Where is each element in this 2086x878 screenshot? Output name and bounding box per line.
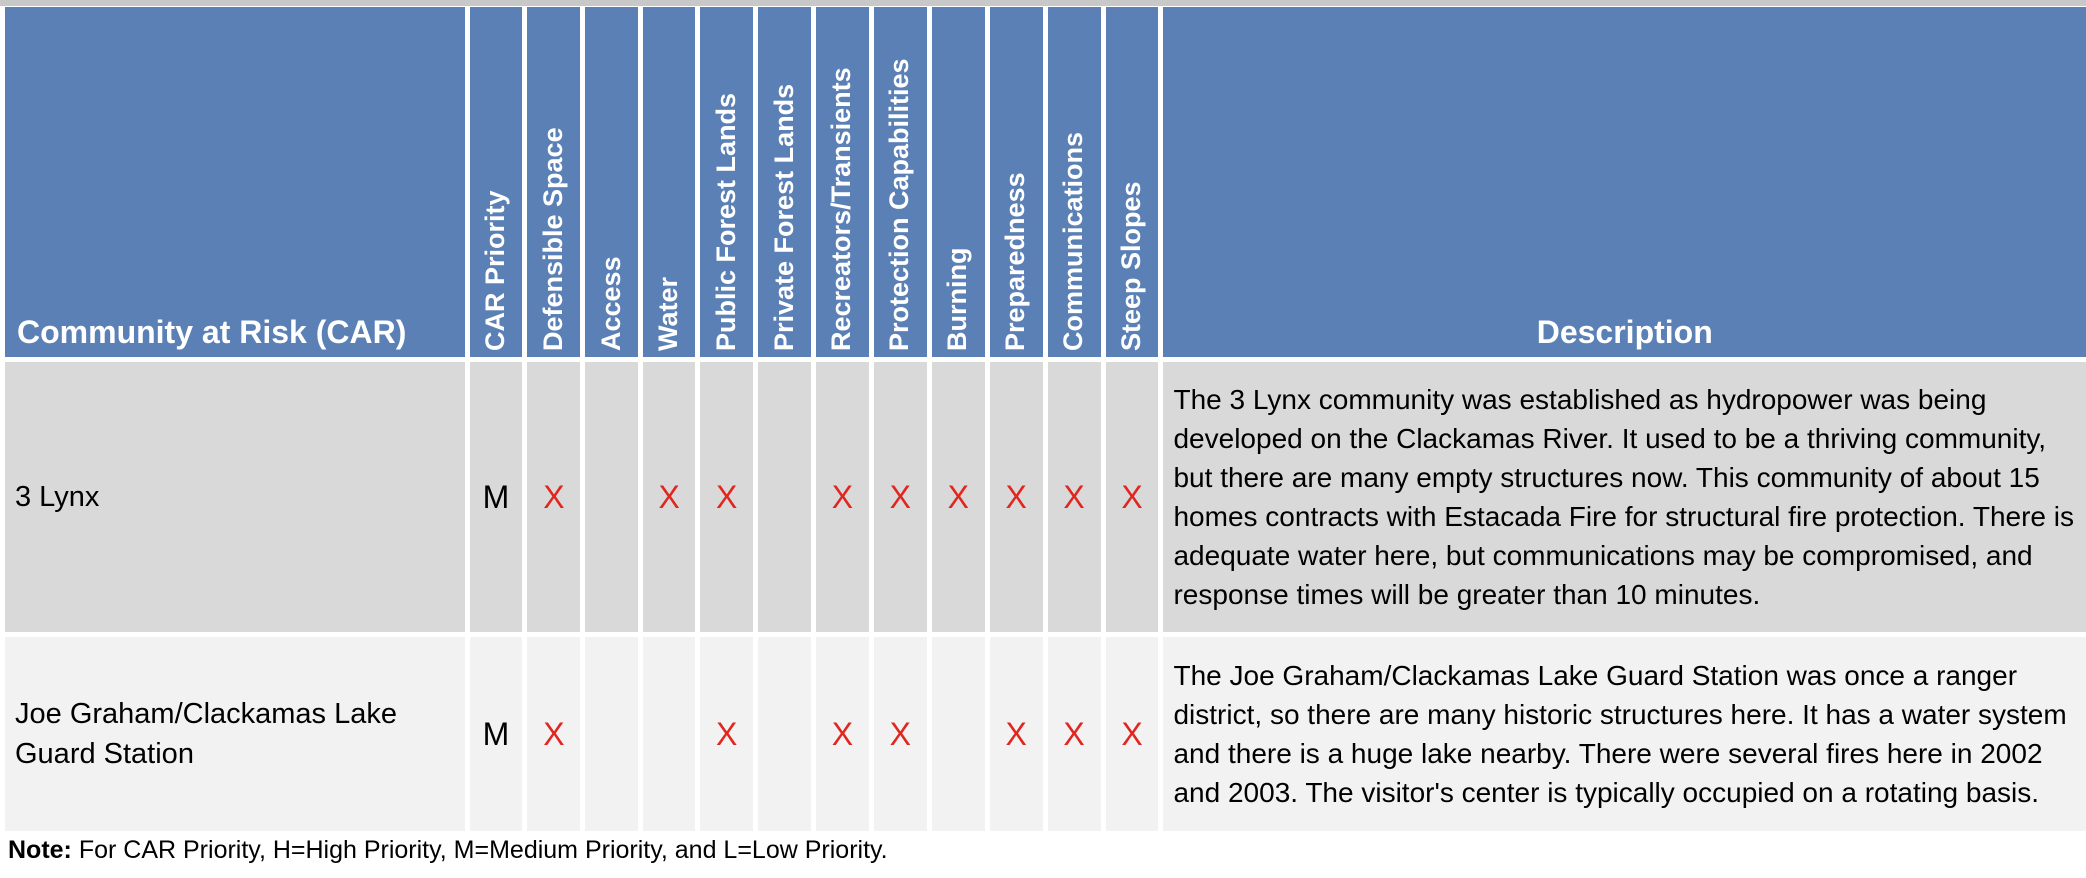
- factor-mark-cell: X: [1106, 637, 1159, 831]
- header-label: Private Forest Lands: [768, 83, 799, 351]
- factor-mark-cell: X: [700, 362, 753, 632]
- header-recreators-transients: [816, 7, 869, 357]
- factor-mark-cell: [585, 362, 638, 632]
- description-cell: The Joe Graham/Clackamas Lake Guard Station was once a ranger district, so there are many historic structures here. It has a water system and there is a huge lake nearby. There were several fires here in 2002 and 2003. The visitor's center is typically occupied on a rotating basis.: [1163, 637, 2086, 831]
- factor-mark-cell: X: [816, 637, 869, 831]
- factor-mark-cell: X: [816, 362, 869, 632]
- header-water: [643, 7, 695, 357]
- header-access: [585, 7, 638, 357]
- header-private-forest-lands: [758, 7, 811, 357]
- factor-mark-cell: X: [527, 362, 580, 632]
- factor-mark-cell: X: [1048, 637, 1101, 831]
- factor-mark-cell: X: [700, 637, 753, 831]
- header-label: Access: [595, 256, 626, 351]
- header-label: Public Forest Lands: [710, 92, 741, 351]
- header-row: [5, 7, 2086, 357]
- factor-mark-cell: X: [990, 362, 1043, 632]
- header-car-priority: [470, 7, 523, 357]
- factor-mark-cell: X: [932, 362, 985, 632]
- factor-mark-cell: X: [527, 637, 580, 831]
- header-steep-slopes: [1106, 7, 1159, 357]
- header-label: Recreators/Transients: [826, 67, 857, 351]
- table-row: [5, 637, 2086, 831]
- factor-mark-cell: X: [1048, 362, 1101, 632]
- community-name-cell: Joe Graham/Clackamas Lake Guard Station: [5, 637, 465, 831]
- header-label: Protection Capabilities: [884, 58, 915, 351]
- note-label: Note:: [8, 836, 72, 864]
- factor-mark-cell: X: [1106, 362, 1159, 632]
- header-label: Defensible Space: [537, 127, 568, 351]
- header-burning: [932, 7, 985, 357]
- factor-mark-cell: X: [874, 362, 927, 632]
- priority-cell: M: [470, 362, 523, 632]
- header-label: Steep Slopes: [1116, 181, 1147, 351]
- community-name-cell: 3 Lynx: [5, 362, 465, 632]
- header-preparedness: [990, 7, 1043, 357]
- header-label: Burning: [942, 247, 973, 351]
- priority-cell: M: [470, 637, 523, 831]
- factor-mark-cell: X: [874, 637, 927, 831]
- table-row: [5, 362, 2086, 632]
- header-label: Communications: [1058, 131, 1089, 351]
- community-risk-table: [0, 2, 2086, 836]
- header-public-forest-lands: [700, 7, 753, 357]
- factor-mark-cell: X: [643, 362, 695, 632]
- header-description: Description: [1163, 7, 2086, 357]
- header-defensible-space: [527, 7, 580, 357]
- priority-note: [8, 836, 888, 865]
- factor-mark-cell: [643, 637, 695, 831]
- description-cell: The 3 Lynx community was established as hydropower was being developed on the Clackamas River. It used to be a thriving community, but there are many empty structures now. This community of about 15 homes contracts with Estacada Fire for structural fire protection. There is adequate water here, but communications may be compromised, and response times will be greater than 10 minutes.: [1163, 362, 2086, 632]
- header-communications: [1048, 7, 1101, 357]
- header-label: Preparedness: [1000, 172, 1031, 351]
- note-text: For CAR Priority, H=High Priority, M=Medium Priority, and L=Low Priority.: [71, 836, 888, 864]
- header-community: Community at Risk (CAR): [5, 7, 465, 357]
- header-label: CAR Priority: [480, 190, 510, 351]
- header-label: Water: [653, 276, 684, 351]
- factor-mark-cell: [932, 637, 985, 831]
- factor-mark-cell: [758, 637, 811, 831]
- factor-mark-cell: [585, 637, 638, 831]
- header-protection-capabilities: [874, 7, 927, 357]
- factor-mark-cell: X: [990, 637, 1043, 831]
- factor-mark-cell: [758, 362, 811, 632]
